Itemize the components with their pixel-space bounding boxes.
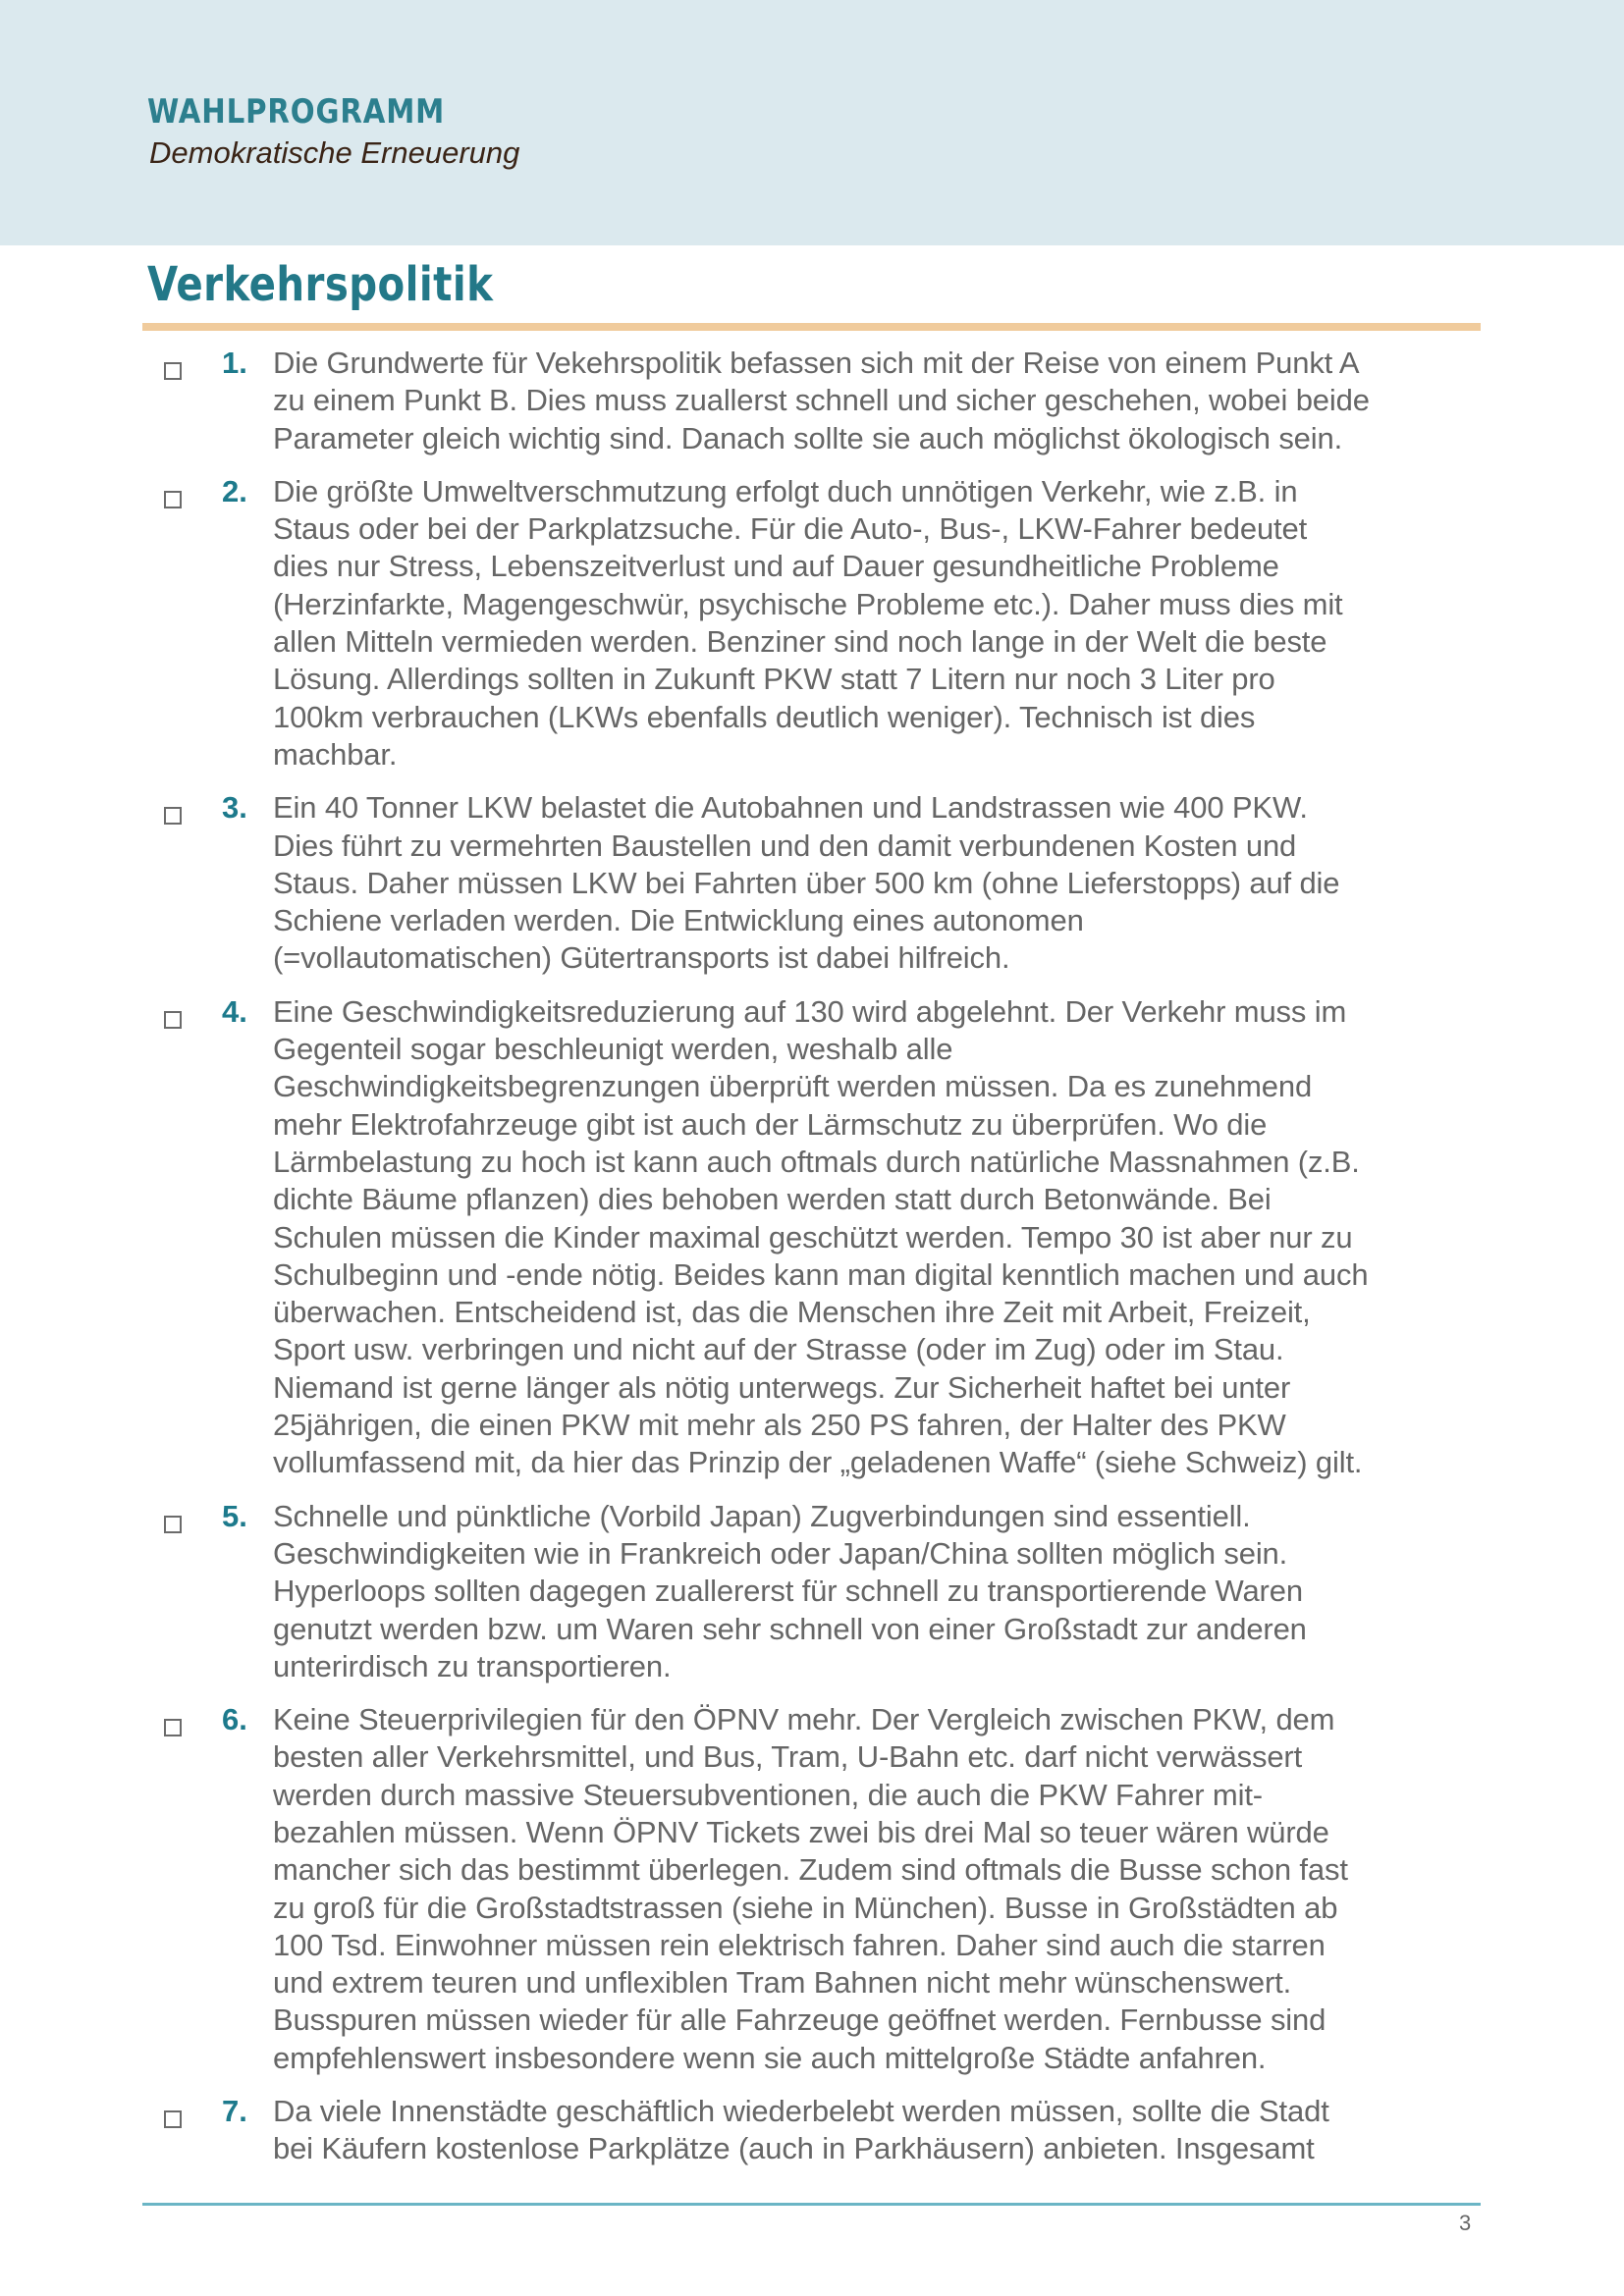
- item-text-line: Keine Steuerprivilegien für den ÖPNV mehr. Der Vergleich zwischen PKW, dem: [273, 1702, 1335, 1737]
- footer-divider: [142, 2203, 1481, 2206]
- checklist-item: [0, 345, 1624, 457]
- item-number: 6.: [222, 1702, 247, 1737]
- item-text-line: Niemand ist gerne länger als nötig unterwegs. Zur Sicherheit haftet bei unter: [273, 1369, 1291, 1405]
- checklist: [0, 345, 1624, 2184]
- brand-title: WAHLPROGRAMM: [147, 92, 446, 132]
- item-text-line: (=vollautomatischen) Gütertransports ist dabei hilfreich.: [273, 940, 1010, 976]
- item-text-line: Dies führt zu vermehrten Baustellen und den damit verbundenen Kosten und: [273, 828, 1297, 863]
- item-text-line: Gegenteil sogar beschleunigt werden, weshalb alle: [273, 1032, 953, 1067]
- item-text: [273, 345, 1483, 457]
- item-text-line: bei Käufern kostenlose Parkplätze (auch in Parkhäusern) anbieten. Insgesamt: [273, 2131, 1315, 2166]
- item-text-line: Die größte Umweltverschmutzung erfolgt duch unnötigen Verkehr, wie z.B. in: [273, 473, 1298, 508]
- item-text-line: Eine Geschwindigkeitsreduzierung auf 130 wird abgelehnt. Der Verkehr muss im: [273, 993, 1347, 1029]
- item-text-line: Schiene verladen werden. Die Entwicklung eines autonomen: [273, 903, 1084, 938]
- item-number: 2.: [222, 473, 247, 508]
- checklist-item: [0, 1498, 1624, 1685]
- item-text-line: Ein 40 Tonner LKW belastet die Autobahnen und Landstrassen wie 400 PKW.: [273, 790, 1308, 826]
- checkbox-icon[interactable]: [164, 1719, 182, 1736]
- item-text-line: überwachen. Entscheidend ist, das die Menschen ihre Zeit mit Arbeit, Freizeit,: [273, 1295, 1311, 1330]
- item-text-line: genutzt werden bzw. um Waren sehr schnell von einer Großstadt zur anderen: [273, 1611, 1307, 1646]
- checkbox-icon[interactable]: [164, 1516, 182, 1533]
- item-text-line: (Herzinfarkte, Magengeschwür, psychische Probleme etc.). Daher muss dies mit: [273, 586, 1343, 621]
- item-text-line: Geschwindigkeitsbegrenzungen überprüft werden müssen. Da es zunehmend: [273, 1069, 1313, 1104]
- item-text: [273, 1498, 1483, 1685]
- item-text-line: allen Mitteln vermieden werden. Benziner sind noch lange in der Welt die beste: [273, 624, 1327, 660]
- item-text-line: bezahlen müssen. Wenn ÖPNV Tickets zwei bis drei Mal so teuer wären würde: [273, 1814, 1329, 1849]
- item-number: 1.: [222, 346, 247, 380]
- item-text-line: Geschwindigkeiten wie in Frankreich oder Japan/China sollten möglich sein.: [273, 1535, 1288, 1571]
- item-text-line: 100 Tsd. Einwohner müssen rein elektrisch fahren. Daher sind auch die starren: [273, 1927, 1326, 1962]
- item-number: 7.: [222, 2094, 247, 2129]
- item-text-line: Lärmbelastung zu hoch ist kann auch oftmals durch natürliche Massnahmen (z.B.: [273, 1144, 1360, 1179]
- item-text: [273, 993, 1483, 1482]
- checklist-item: [0, 789, 1624, 977]
- item-text-line: 25jährigen, die einen PKW mit mehr als 250 PS fahren, der Halter des PKW: [273, 1408, 1286, 1443]
- item-text: [273, 1701, 1483, 2077]
- item-text-line: Lösung. Allerdings sollten in Zukunft PKW statt 7 Litern nur noch 3 Liter pro: [273, 662, 1275, 697]
- item-text-line: 100km verbrauchen (LKWs ebenfalls deutlich weniger). Technisch ist dies: [273, 699, 1256, 734]
- checklist-item: [0, 1701, 1624, 2077]
- checklist-item: [0, 993, 1624, 1482]
- checklist-item: [0, 2093, 1624, 2168]
- item-text-line: Da viele Innenstädte geschäftlich wiederbelebt werden müssen, sollte die Stadt: [273, 2094, 1329, 2129]
- item-text-line: Parameter gleich wichtig sind. Danach sollte sie auch möglichst ökologisch sein.: [273, 420, 1343, 455]
- item-text-line: machbar.: [273, 736, 398, 772]
- item-number: 4.: [222, 993, 247, 1029]
- item-text: [273, 2093, 1483, 2168]
- item-text-line: Staus. Daher müssen LKW bei Fahrten über 500 km (ohne Lieferstopps) auf die: [273, 865, 1340, 900]
- item-text-line: Hyperloops sollten dagegen zuallererst für schnell zu transportierende Waren: [273, 1574, 1303, 1609]
- checkbox-icon[interactable]: [164, 1011, 182, 1029]
- item-text-line: zu einem Punkt B. Dies muss zuallerst schnell und sicher geschehen, wobei beide: [273, 383, 1370, 418]
- item-text: [273, 789, 1483, 977]
- item-text-line: Die Grundwerte für Vekehrspolitik befassen sich mit der Reise von einem Punkt A: [273, 346, 1360, 380]
- header-band: [0, 0, 1624, 245]
- item-text-line: Sport usw. verbringen und nicht auf der Strasse (oder im Zug) oder im Stau.: [273, 1332, 1284, 1367]
- item-text-line: besten aller Verkehrsmittel, und Bus, Tram, U-Bahn etc. darf nicht verwässert: [273, 1739, 1303, 1775]
- item-text-line: Schulen müssen die Kinder maximal geschützt werden. Tempo 30 ist aber nur zu: [273, 1219, 1353, 1255]
- item-text: [273, 473, 1483, 774]
- item-text-line: und extrem teuren und unflexiblen Tram Bahnen nicht mehr wünschenswert.: [273, 1965, 1292, 2001]
- item-text-line: zu groß für die Großstadtstrassen (siehe in München). Busse in Großstädten ab: [273, 1890, 1338, 1925]
- item-text-line: vollumfassend mit, da hier das Prinzip der „geladenen Waffe“ (siehe Schweiz) gilt.: [273, 1445, 1363, 1480]
- section-title: Verkehrspolitik: [147, 257, 494, 312]
- checkbox-icon[interactable]: [164, 491, 182, 508]
- page-number: 3: [1459, 2211, 1472, 2235]
- item-text-line: dies nur Stress, Lebenszeitverlust und auf Dauer gesundheitliche Probleme: [273, 549, 1279, 584]
- item-text-line: Staus oder bei der Parkplatzsuche. Für die Auto-, Bus-, LKW-Fahrer bedeutet: [273, 511, 1308, 547]
- item-text-line: empfehlenswert insbesondere wenn sie auch mittelgroße Städte anfahren.: [273, 2040, 1267, 2075]
- item-text-line: Schnelle und pünktliche (Vorbild Japan) Zugverbindungen sind essentiell.: [273, 1498, 1251, 1533]
- document-subtitle: Demokratische Erneuerung: [149, 135, 520, 170]
- item-text-line: Schulbeginn und -ende nötig. Beides kann man digital kenntlich machen und auch: [273, 1256, 1369, 1292]
- item-number: 5.: [222, 1498, 247, 1533]
- item-text-line: mehr Elektrofahrzeuge gibt ist auch der Lärmschutz zu überprüfen. Wo die: [273, 1106, 1268, 1142]
- item-text-line: mancher sich das bestimmt überlegen. Zudem sind oftmals die Busse schon fast: [273, 1852, 1348, 1888]
- item-text-line: unterirdisch zu transportieren.: [273, 1648, 672, 1683]
- checkbox-icon[interactable]: [164, 362, 182, 380]
- item-text-line: werden durch massive Steuersubventionen, die auch die PKW Fahrer mit-: [273, 1777, 1263, 1812]
- checklist-item: [0, 473, 1624, 774]
- item-number: 3.: [222, 790, 247, 826]
- item-text-line: Busspuren müssen wieder für alle Fahrzeuge geöffnet werden. Fernbusse sind: [273, 2002, 1326, 2038]
- item-text-line: dichte Bäume pflanzen) dies behoben werden statt durch Betonwände. Bei: [273, 1182, 1272, 1217]
- checkbox-icon[interactable]: [164, 2110, 182, 2128]
- title-underline-divider: [142, 323, 1481, 331]
- checkbox-icon[interactable]: [164, 807, 182, 825]
